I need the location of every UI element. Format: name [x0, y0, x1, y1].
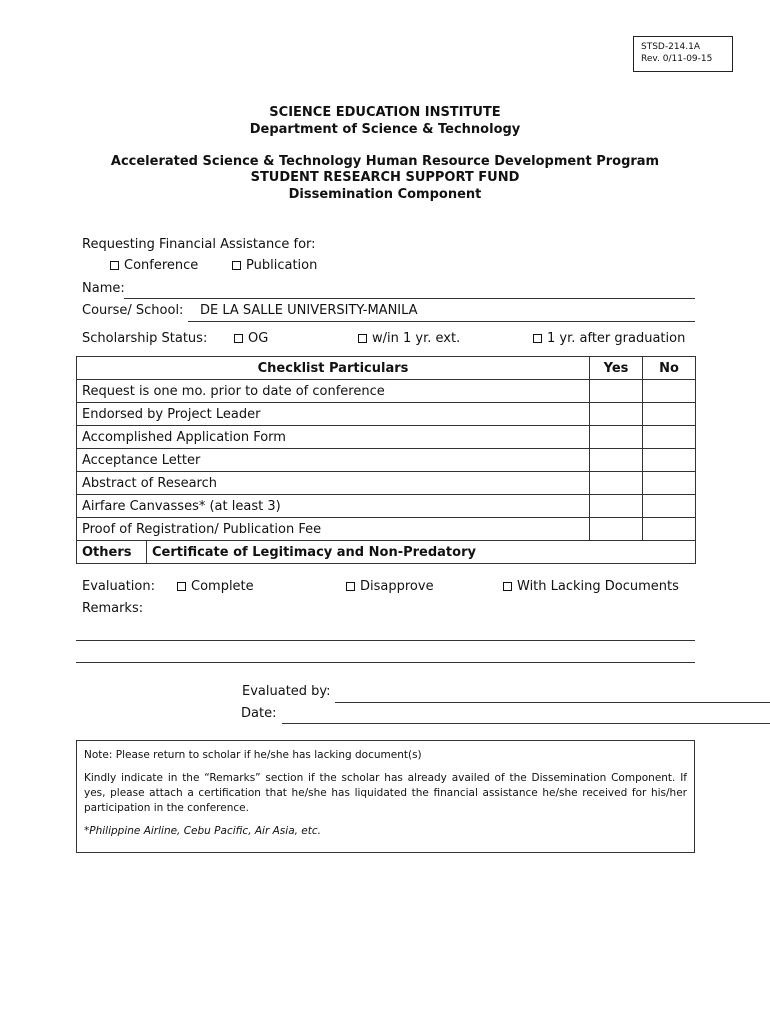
checklist-table: [76, 356, 696, 564]
component-title: Dissemination Component: [288, 187, 482, 202]
department-title: Department of Science & Technology: [249, 122, 521, 137]
complete-checkbox[interactable]: [177, 582, 186, 591]
no-cell[interactable]: [643, 403, 696, 426]
og-option[interactable]: [234, 331, 268, 346]
checklist-header-yes: Yes: [590, 357, 643, 380]
course-underline: [188, 321, 695, 322]
no-cell[interactable]: [643, 426, 696, 449]
no-cell[interactable]: [643, 518, 696, 541]
no-cell[interactable]: [643, 495, 696, 518]
no-cell[interactable]: [643, 449, 696, 472]
publication-option[interactable]: [232, 258, 317, 273]
lacking-documents-label: With Lacking Documents: [517, 579, 679, 594]
yes-cell[interactable]: [590, 495, 643, 518]
evaluation-label: Evaluation:: [82, 579, 155, 594]
table-row: [77, 380, 696, 403]
evaluated-by-line[interactable]: [335, 702, 770, 703]
note-line: Note: Please return to scholar if he/she has lacking document(s): [84, 749, 422, 761]
extension-checkbox[interactable]: [358, 334, 367, 343]
note-box: [76, 740, 695, 853]
name-label: Name:: [82, 281, 125, 296]
others-row: [77, 541, 696, 564]
no-cell[interactable]: [643, 472, 696, 495]
yes-cell[interactable]: [590, 472, 643, 495]
no-cell[interactable]: [643, 380, 696, 403]
remarks-label: Remarks:: [82, 601, 144, 616]
scholarship-label: Scholarship Status:: [82, 331, 208, 346]
date-label: Date:: [241, 706, 277, 721]
form-revision: Rev. 0/11-09-15: [641, 54, 713, 64]
course-value[interactable]: DE LA SALLE UNIVERSITY-MANILA: [200, 303, 418, 318]
program-title: Accelerated Science & Technology Human Resource Development Program: [110, 154, 660, 169]
request-label: Requesting Financial Assistance for:: [82, 237, 316, 252]
table-row: [77, 472, 696, 495]
checklist-item: Request is one mo. prior to date of conference: [77, 380, 590, 403]
after-graduation-option[interactable]: [533, 331, 685, 346]
date-line[interactable]: [282, 723, 770, 724]
checklist-item: Acceptance Letter: [77, 449, 590, 472]
others-value[interactable]: Certificate of Legitimacy and Non-Predatory: [147, 541, 696, 564]
checklist-item: Airfare Canvasses* (at least 3): [77, 495, 590, 518]
complete-option[interactable]: [177, 579, 254, 594]
publication-label: Publication: [246, 258, 318, 273]
table-row: [77, 449, 696, 472]
name-underline: [124, 298, 695, 299]
checklist-item: Proof of Registration/ Publication Fee: [77, 518, 590, 541]
og-checkbox[interactable]: [234, 334, 243, 343]
form-code: STSD-214.1A: [641, 42, 701, 52]
lacking-documents-option[interactable]: [503, 579, 679, 594]
yes-cell[interactable]: [590, 403, 643, 426]
table-row: [77, 426, 696, 449]
disapprove-label: Disapprove: [360, 579, 434, 594]
table-row: [77, 403, 696, 426]
remarks-line-2[interactable]: [76, 662, 695, 663]
form-code-box: [633, 36, 733, 72]
remarks-line-1[interactable]: [76, 640, 695, 641]
extension-option[interactable]: [358, 331, 460, 346]
og-label: OG: [248, 331, 269, 346]
note-paragraph: Kindly indicate in the “Remarks” section if the scholar has already availed of the Dissemination Component. If yes, please attach a certification that he/she has liquidated the financial assistance he/she received for his/her participation in the conference.: [84, 772, 687, 814]
disapprove-option[interactable]: [346, 579, 434, 594]
table-row: [77, 518, 696, 541]
fund-title: STUDENT RESEARCH SUPPORT FUND: [250, 170, 520, 185]
institute-title: SCIENCE EDUCATION INSTITUTE: [269, 105, 501, 120]
extension-label: w/in 1 yr. ext.: [372, 331, 461, 346]
checklist-item: Endorsed by Project Leader: [77, 403, 590, 426]
others-label: Others: [77, 541, 147, 564]
after-graduation-label: 1 yr. after graduation: [547, 331, 686, 346]
checklist-header-particulars: Checklist Particulars: [77, 357, 590, 380]
yes-cell[interactable]: [590, 449, 643, 472]
checklist-header-no: No: [643, 357, 696, 380]
evaluated-by-label: Evaluated by:: [242, 684, 331, 699]
after-graduation-checkbox[interactable]: [533, 334, 542, 343]
publication-checkbox[interactable]: [232, 261, 241, 270]
checklist-item: Abstract of Research: [77, 472, 590, 495]
checklist-item: Accomplished Application Form: [77, 426, 590, 449]
note-footnote: *Philippine Airline, Cebu Pacific, Air Asia, etc.: [84, 825, 321, 837]
lacking-documents-checkbox[interactable]: [503, 582, 512, 591]
yes-cell[interactable]: [590, 380, 643, 403]
conference-label: Conference: [124, 258, 199, 273]
course-label: Course/ School:: [82, 303, 184, 318]
disapprove-checkbox[interactable]: [346, 582, 355, 591]
checklist-header-row: [77, 357, 696, 380]
conference-checkbox[interactable]: [110, 261, 119, 270]
yes-cell[interactable]: [590, 518, 643, 541]
table-row: [77, 495, 696, 518]
complete-label: Complete: [191, 579, 254, 594]
yes-cell[interactable]: [590, 426, 643, 449]
conference-option[interactable]: [110, 258, 198, 273]
